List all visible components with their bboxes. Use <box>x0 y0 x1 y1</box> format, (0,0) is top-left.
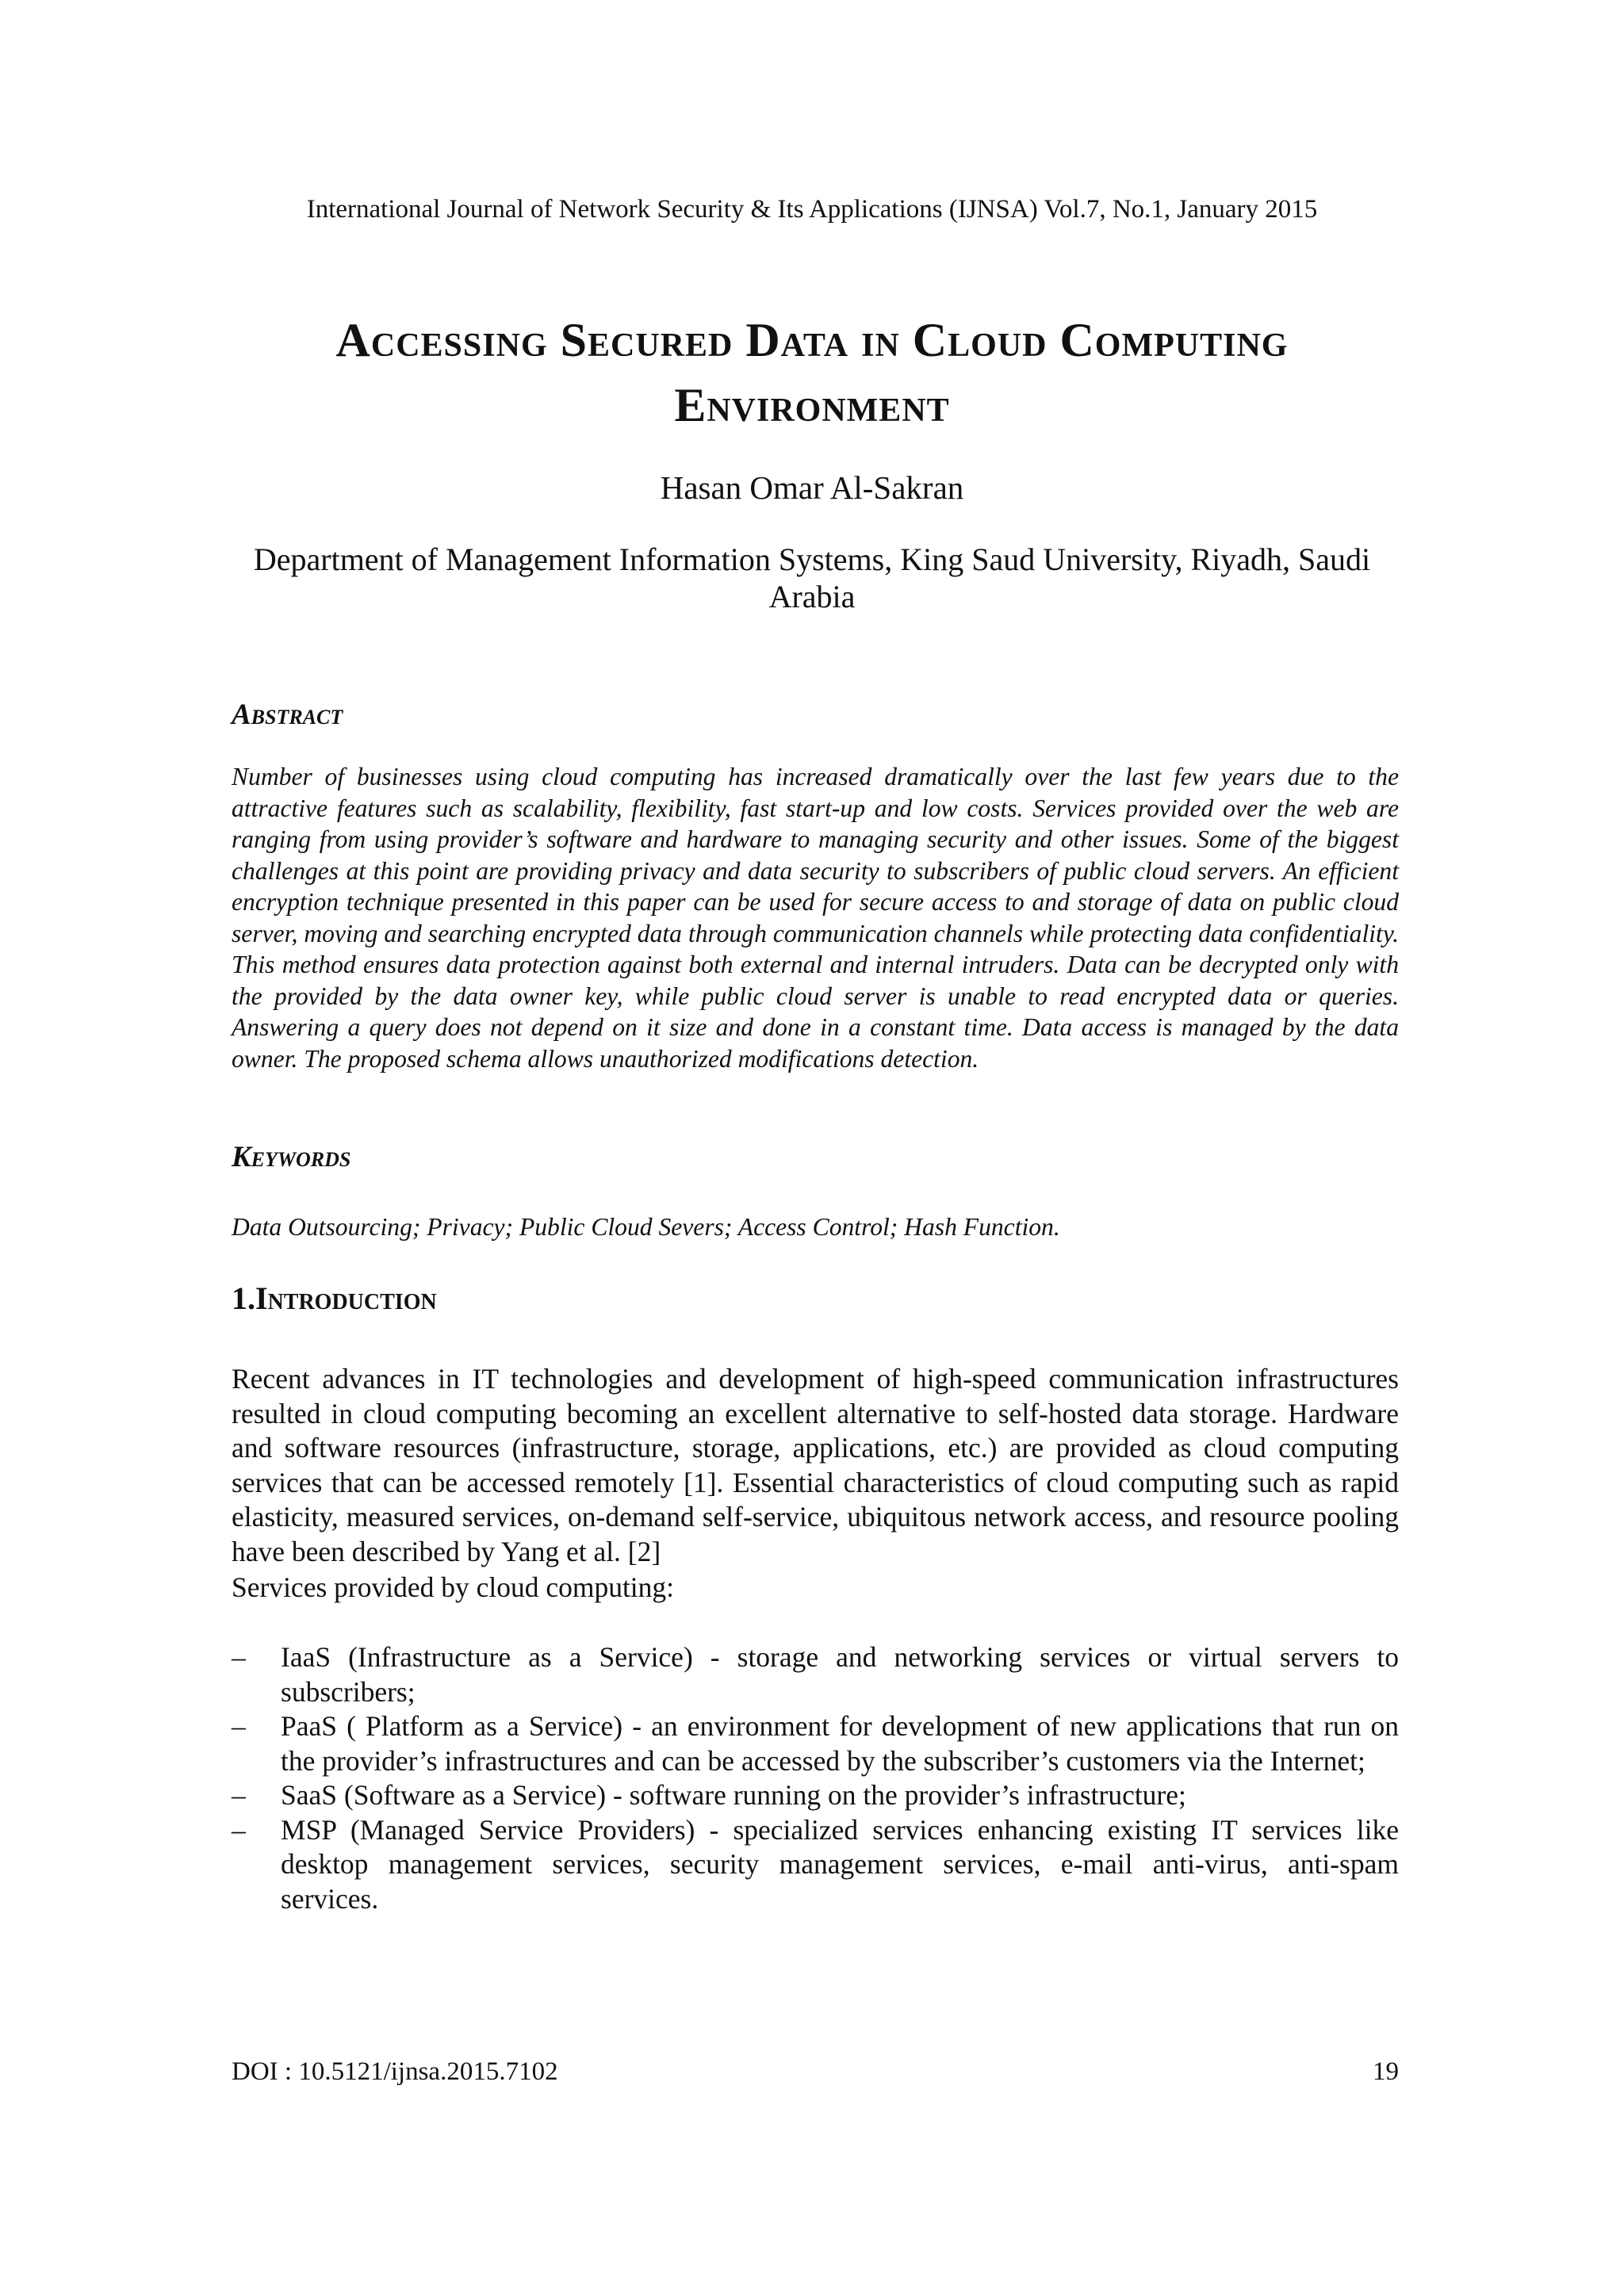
author-affiliation: Department of Management Information Systems, King Saud University, Riyadh, Saudi Arabia <box>253 541 1371 614</box>
services-intro-text: Services provided by cloud computing: <box>232 1571 675 1603</box>
abstract-text: Number of businesses using cloud computing has increased dramatically over the last few years due to the attractive features such as scalability, flexibility, fast start-up and low costs. Services provided over the web are ranging from using provider’s software and hardware to managing security and other issues. Some of the biggest challenges at this point are providing privacy and data security to subscribers of public cloud servers. An efficient encryption technique presented in this paper can be used for secure access to and storage of data on public cloud server, moving and searching encrypted data through communication channels while protecting data confidentiality. This method ensures data protection against both external and internal intruders. Data can be decrypted only with the provided by the data owner key, while public cloud server is unable to read encrypted data or queries. Answering a query does not depend on it size and done in a constant time. Data access is managed by the data owner. The proposed schema allows unauthorized modifications detection. <box>232 763 1399 1073</box>
keywords-text: Data Outsourcing; Privacy; Public Cloud Severs; Access Control; Hash Function. <box>232 1213 1060 1241</box>
list-bullet: – <box>232 1641 246 1673</box>
services-list <box>232 1640 1399 1916</box>
list-item-text: SaaS (Software as a Service) - software running on the provider’s infrastructure; <box>281 1779 1186 1811</box>
list-item-text: PaaS ( Platform as a Service) - an environment for development of new applications that run on the provider’s infrastructures and can be accessed by the subscriber’s customers via the Internet; <box>281 1710 1399 1777</box>
abstract-heading: Abstract <box>232 698 343 731</box>
paper-title-line-1: Accessing Secured Data in Cloud Computing <box>335 314 1289 366</box>
paper-title-line-2: Environment <box>674 379 950 431</box>
doi-footer: DOI : 10.5121/ijnsa.2015.7102 <box>232 2057 558 2086</box>
introduction-heading: 1.Introduction <box>232 1280 437 1316</box>
list-bullet: – <box>232 1779 246 1811</box>
list-item <box>232 1709 1399 1778</box>
journal-header: International Journal of Network Security & Its Applications (IJNSA) Vol.7, No.1, January 2015 <box>306 195 1318 224</box>
author-name: Hasan Omar Al-Sakran <box>660 469 964 506</box>
list-item-text: IaaS (Infrastructure as a Service) - storage and networking services or virtual servers to subscribers; <box>281 1641 1399 1708</box>
list-item-text: MSP (Managed Service Providers) - specialized services enhancing existing IT services like desktop management services, security management services, e-mail anti-virus, anti-spam services. <box>281 1813 1399 1915</box>
keywords-heading: Keywords <box>232 1141 351 1173</box>
paper-title <box>206 308 1418 438</box>
page-number: 19 <box>1373 2057 1399 2086</box>
list-bullet: – <box>232 1710 246 1742</box>
list-item <box>232 1813 1399 1917</box>
list-bullet: – <box>232 1813 246 1846</box>
introduction-paragraph: Recent advances in IT technologies and development of high-speed communication infrastructures resulted in cloud computing becoming an excellent alternative to self-hosted data storage. Hardware and software resources (infrastructure, storage, applications, etc.) are provided as cloud computing services that can be accessed remotely [1]. Essential characteristics of cloud computing such as rapid elasticity, measured services, on-demand self-service, ubiquitous network access, and resource pooling have been described by Yang et al. [2] <box>232 1363 1399 1567</box>
list-item <box>232 1640 1399 1709</box>
list-item <box>232 1778 1399 1813</box>
